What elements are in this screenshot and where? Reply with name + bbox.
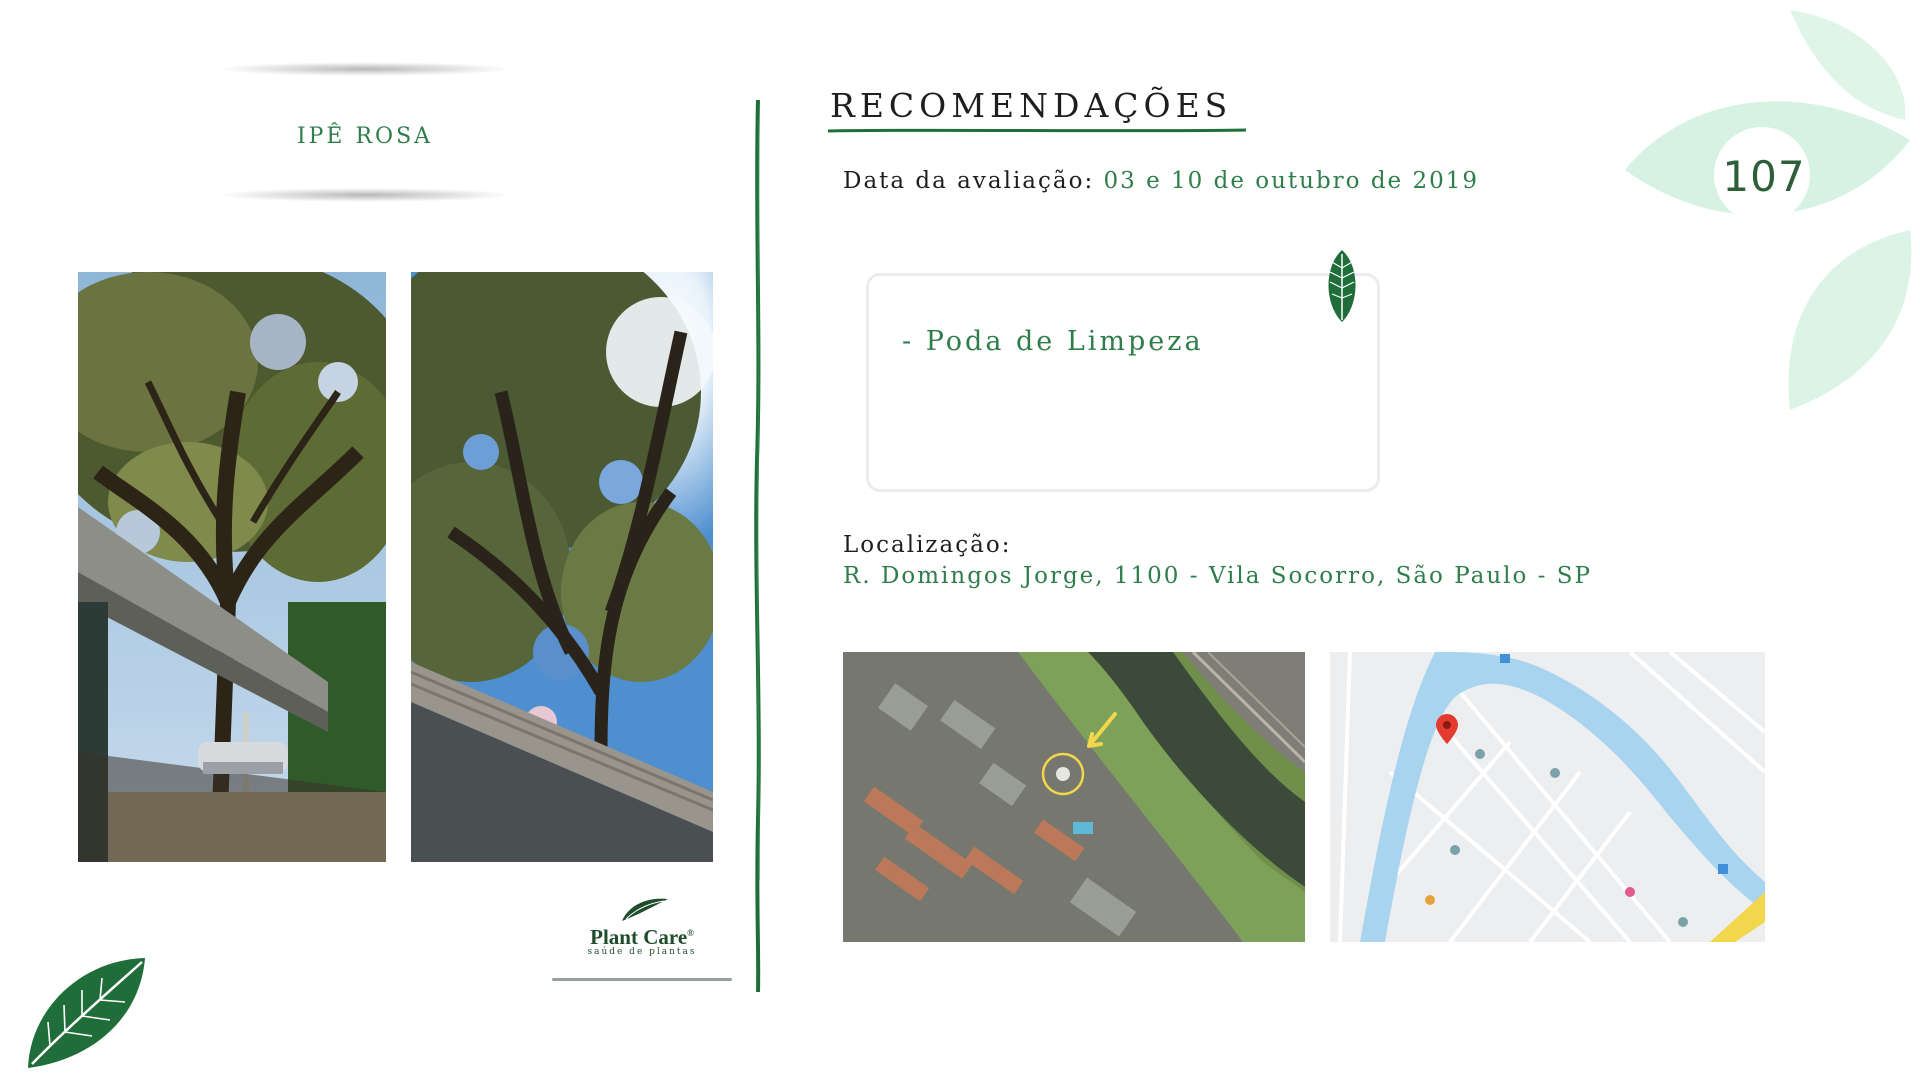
logo-leaf-icon bbox=[620, 895, 670, 923]
species-card bbox=[205, 62, 525, 202]
road-map bbox=[1330, 652, 1765, 942]
plant-care-logo bbox=[582, 895, 702, 955]
page-number: 107 bbox=[1722, 152, 1806, 201]
recommendations-box bbox=[866, 273, 1380, 492]
heading-underline bbox=[828, 128, 1246, 133]
evaluation-value: 03 e 10 de outubro de 2019 bbox=[1103, 168, 1480, 194]
logo-underline bbox=[552, 978, 732, 981]
tree-photo-2 bbox=[411, 272, 713, 862]
evaluation-date bbox=[843, 168, 1479, 194]
satellite-map bbox=[843, 652, 1305, 942]
leaf-icon bbox=[1322, 248, 1362, 324]
tree-photo-1 bbox=[78, 272, 386, 862]
logo-name: Plant Care® bbox=[590, 925, 694, 949]
card-shadow-top bbox=[215, 62, 515, 76]
card-shadow-bottom bbox=[215, 188, 515, 202]
location-label: Localização: bbox=[843, 532, 1012, 558]
leaf-cluster-decoration bbox=[1620, 0, 1920, 420]
evaluation-label: Data da avaliação: bbox=[843, 168, 1104, 194]
vertical-divider bbox=[752, 100, 764, 992]
section-heading: RECOMENDAÇÕES bbox=[830, 86, 1233, 125]
logo-tagline: saúde de plantas bbox=[587, 947, 697, 957]
species-title: IPÊ ROSA bbox=[296, 124, 434, 149]
recommendation-item: - Poda de Limpeza bbox=[902, 326, 1204, 357]
leaf-icon bbox=[20, 950, 150, 1072]
location-address: R. Domingos Jorge, 1100 - Vila Socorro, São Paulo - SP bbox=[843, 563, 1592, 589]
